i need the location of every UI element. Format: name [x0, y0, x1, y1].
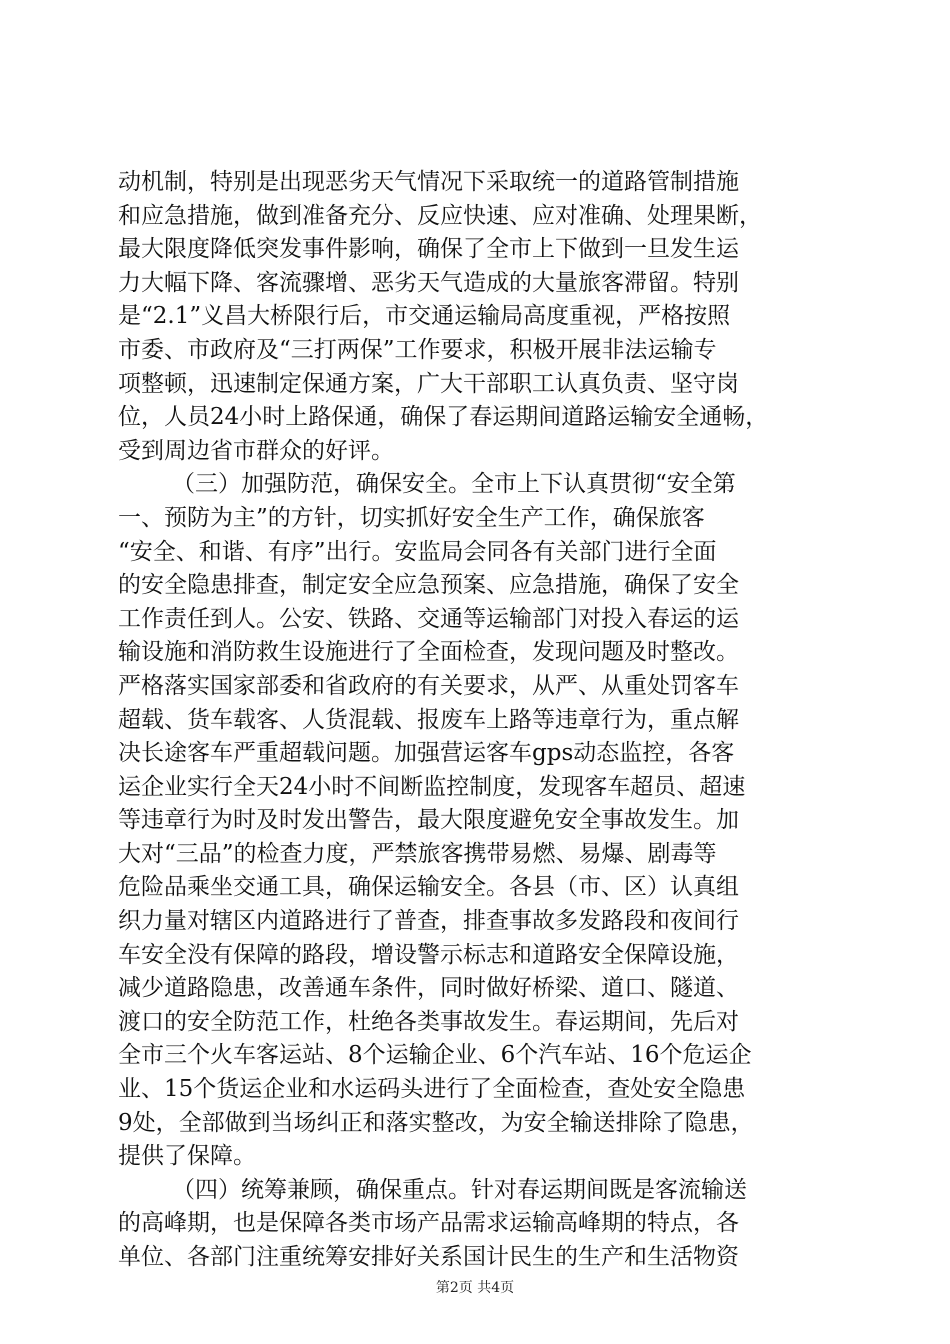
- text-line: “安全、和谐、有序”出行。安监局会同各有关部门进行全面: [118, 538, 717, 565]
- text-line: 最大限度降低突发事件影响，确保了全市上下做到一旦发生运: [118, 236, 739, 263]
- text-line: 业、15个货运企业和水运码头进行了全面检查，查处安全隐患: [118, 1076, 746, 1103]
- text-line: 严格落实国家部委和省政府的有关要求，从严、从重处罚客车: [118, 672, 739, 699]
- text-line: 项整顿，迅速制定保通方案，广大干部职工认真负责、坚守岗: [118, 370, 739, 397]
- text-line: 是“2.1”义昌大桥限行后，市交通运输局高度重视，严格按照: [118, 303, 731, 330]
- text-line: 大对“三品”的检查力度，严禁旅客携带易燃、易爆、剧毒等: [118, 840, 717, 867]
- text-line: 等违章行为时及时发出警告，最大限度避免安全事故发生。加: [118, 807, 739, 834]
- section-heading-line: （四）统筹兼顾，确保重点。针对春运期间既是客流输送: [172, 1176, 747, 1203]
- text-line: 织力量对辖区内道路进行了普查，排查事故多发路段和夜间行: [118, 908, 739, 935]
- page-footer: 第2页 共4页: [435, 1280, 515, 1296]
- text-line: 的安全隐患排查，制定安全应急预案、应急措施，确保了安全: [118, 572, 739, 599]
- text-line: 决长途客车严重超载问题。加强营运客车gps动态监控，各客: [118, 740, 735, 767]
- text-line: 力大幅下降、客流骤增、恶劣天气造成的大量旅客滞留。特别: [118, 269, 739, 296]
- text-line: 位，人员24小时上路保通，确保了春运期间道路运输安全通畅，: [118, 404, 769, 431]
- text-line: 和应急措施，做到准备充分、反应快速、应对准确、处理果断，: [118, 202, 762, 229]
- text-line: 危险品乘坐交通工具，确保运输安全。各县（市、区）认真组: [118, 874, 739, 901]
- text-line: 超载、货车载客、人货混载、报废车上路等违章行为，重点解: [118, 706, 739, 733]
- text-line: 提供了保障。: [118, 1143, 256, 1170]
- text-line: 动机制，特别是出现恶劣天气情况下采取统一的道路管制措施: [118, 169, 739, 195]
- text-line: 车安全没有保障的路段，增设警示标志和道路安全保障设施，: [118, 941, 739, 968]
- text-line: 减少道路隐患，改善通车条件，同时做好桥梁、道口、隧道、: [118, 975, 739, 1002]
- text-line: 受到周边省市群众的好评。: [118, 437, 394, 464]
- text-line: 输设施和消防救生设施进行了全面检查，发现问题及时整改。: [118, 639, 739, 666]
- text-line: 渡口的安全防范工作，杜绝各类事故发生。春运期间，先后对: [118, 1008, 739, 1035]
- text-line: 全市三个火车客运站、8个运输企业、6个汽车站、16个危运企: [118, 1042, 752, 1069]
- text-line: 的高峰期，也是保障各类市场产品需求运输高峰期的特点，各: [118, 1210, 739, 1237]
- text-line: 市委、市政府及“三打两保”工作要求，积极开展非法运输专: [118, 336, 717, 363]
- text-line: 一、预防为主”的方针，切实抓好安全生产工作，确保旅客: [118, 504, 705, 531]
- document-body: [118, 166, 838, 1275]
- text-line: 工作责任到人。公安、铁路、交通等运输部门对投入春运的运: [118, 605, 739, 632]
- text-line: 9处，全部做到当场纠正和落实整改，为安全输送排除了隐患，: [118, 1109, 754, 1136]
- section-heading-line: （三）加强防范，确保安全。全市上下认真贯彻“安全第: [172, 471, 736, 498]
- text-line: 运企业实行全天24小时不间断监控制度，发现客车超员、超速: [118, 773, 746, 800]
- text-line: 单位、各部门注重统筹安排好关系国计民生的生产和生活物资: [118, 1244, 739, 1270]
